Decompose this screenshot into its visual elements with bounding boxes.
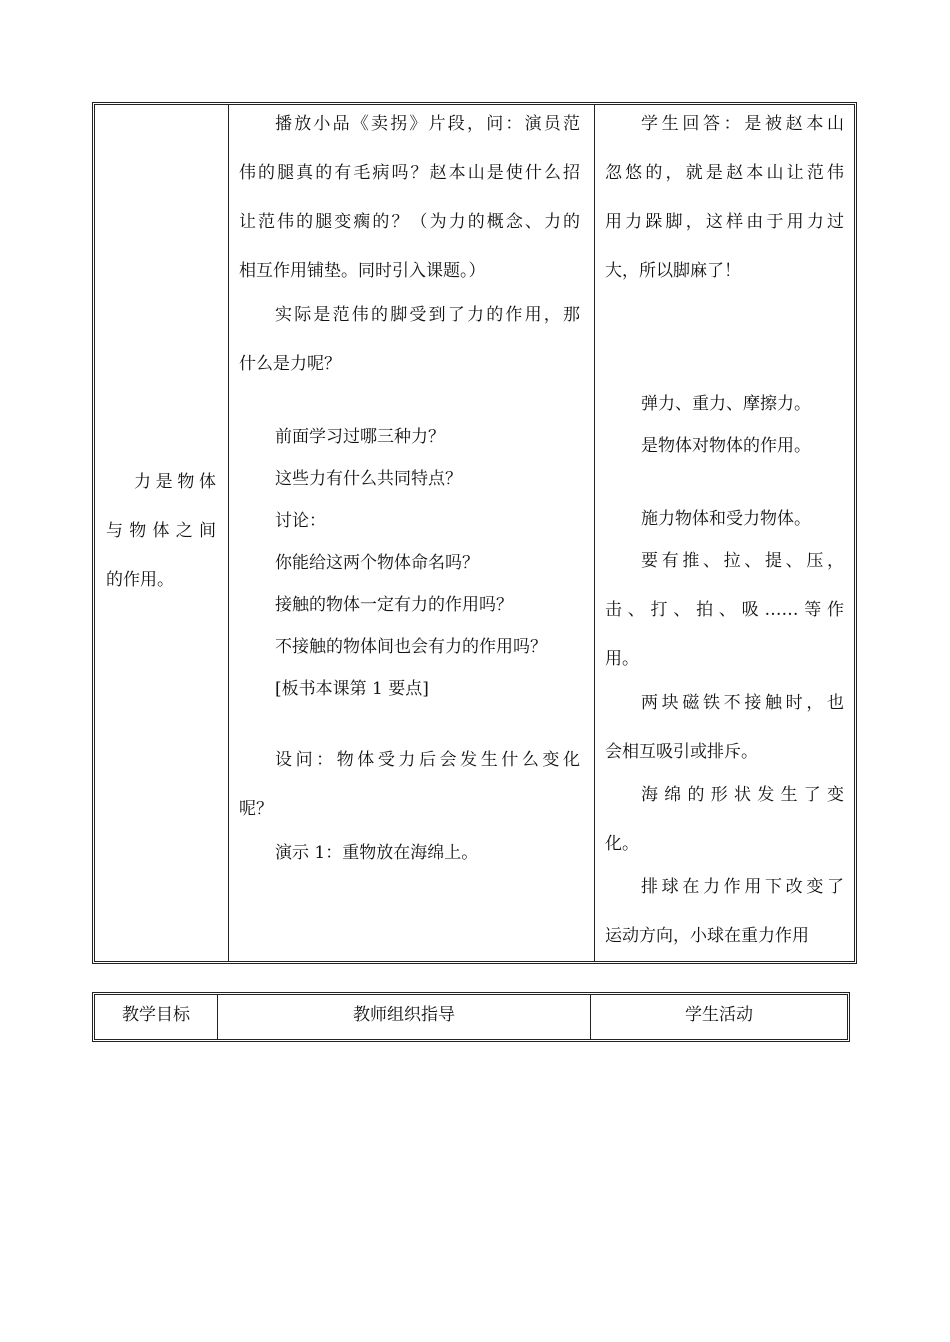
student-line: 弹力、重力、摩擦力。 [641, 394, 811, 414]
teacher-line: 前面学习过哪三种力？ [275, 427, 445, 447]
goal-column [95, 105, 229, 961]
student-line: 学生回答：是被赵本山 [641, 114, 844, 134]
teacher-line: 不接触的物体间也会有力的作用吗？ [275, 637, 547, 657]
teacher-line: 演示 1：重物放在海绵上。 [275, 843, 479, 863]
header-teacher-guidance: 教师组织指导 [218, 995, 591, 1039]
student-column [595, 105, 854, 961]
teacher-line: 呢？ [239, 799, 273, 819]
student-line: 排球在力作用下改变了 [641, 877, 844, 897]
student-line: 运动方向，小球在重力作用 [605, 926, 809, 946]
student-line: 忽悠的，就是赵本山让范伟 [605, 163, 844, 183]
student-line: 化。 [605, 834, 639, 854]
teacher-line: 设问：物体受力后会发生什么变化 [275, 750, 580, 770]
student-line: 击、打、拍、吸……等作 [605, 600, 844, 620]
student-line: 用力跺脚，这样由于用力过 [605, 212, 844, 232]
student-line: 两块磁铁不接触时，也 [641, 693, 844, 713]
student-line: 是物体对物体的作用。 [641, 436, 811, 456]
header-student-activity: 学生活动 [685, 1005, 753, 1025]
teacher-line: 接触的物体一定有力的作用吗？ [275, 595, 513, 615]
teacher-line: 相互作用铺垫。同时引入课题。） [239, 261, 486, 281]
teacher-line: 实际是范伟的脚受到了力的作用，那 [275, 305, 580, 325]
teacher-column [229, 105, 595, 961]
student-line: 海绵的形状发生了变 [641, 785, 844, 805]
header-teaching-goal: 教学目标 [95, 995, 218, 1039]
student-line: 会相互吸引或排斥。 [605, 742, 758, 762]
header-table [92, 992, 850, 1042]
teacher-line: [板书本课第 1 要点] [275, 679, 429, 699]
lesson-table [92, 102, 857, 964]
teacher-line: 伟的腿真的有毛病吗？赵本山是使什么招 [239, 163, 580, 183]
goal-line: 与物体之间 [106, 521, 216, 541]
student-line: 用。 [605, 649, 639, 669]
student-line: 要有推、拉、提、压， [641, 551, 844, 571]
goal-line: 的作用。 [106, 570, 174, 590]
teacher-line: 你能给这两个物体命名吗？ [275, 553, 479, 573]
teacher-line: 这些力有什么共同特点？ [275, 469, 462, 489]
teacher-line: 让范伟的腿变瘸的？（为力的概念、力的 [239, 212, 580, 232]
student-line: 施力物体和受力物体。 [641, 509, 811, 529]
student-line: 大，所以脚麻了！ [605, 261, 741, 281]
teacher-line: 什么是力呢？ [239, 354, 341, 374]
teacher-line: 讨论： [275, 511, 326, 531]
teacher-line: 播放小品《卖拐》片段，问：演员范 [275, 114, 580, 134]
goal-line: 力是物体 [134, 472, 216, 492]
